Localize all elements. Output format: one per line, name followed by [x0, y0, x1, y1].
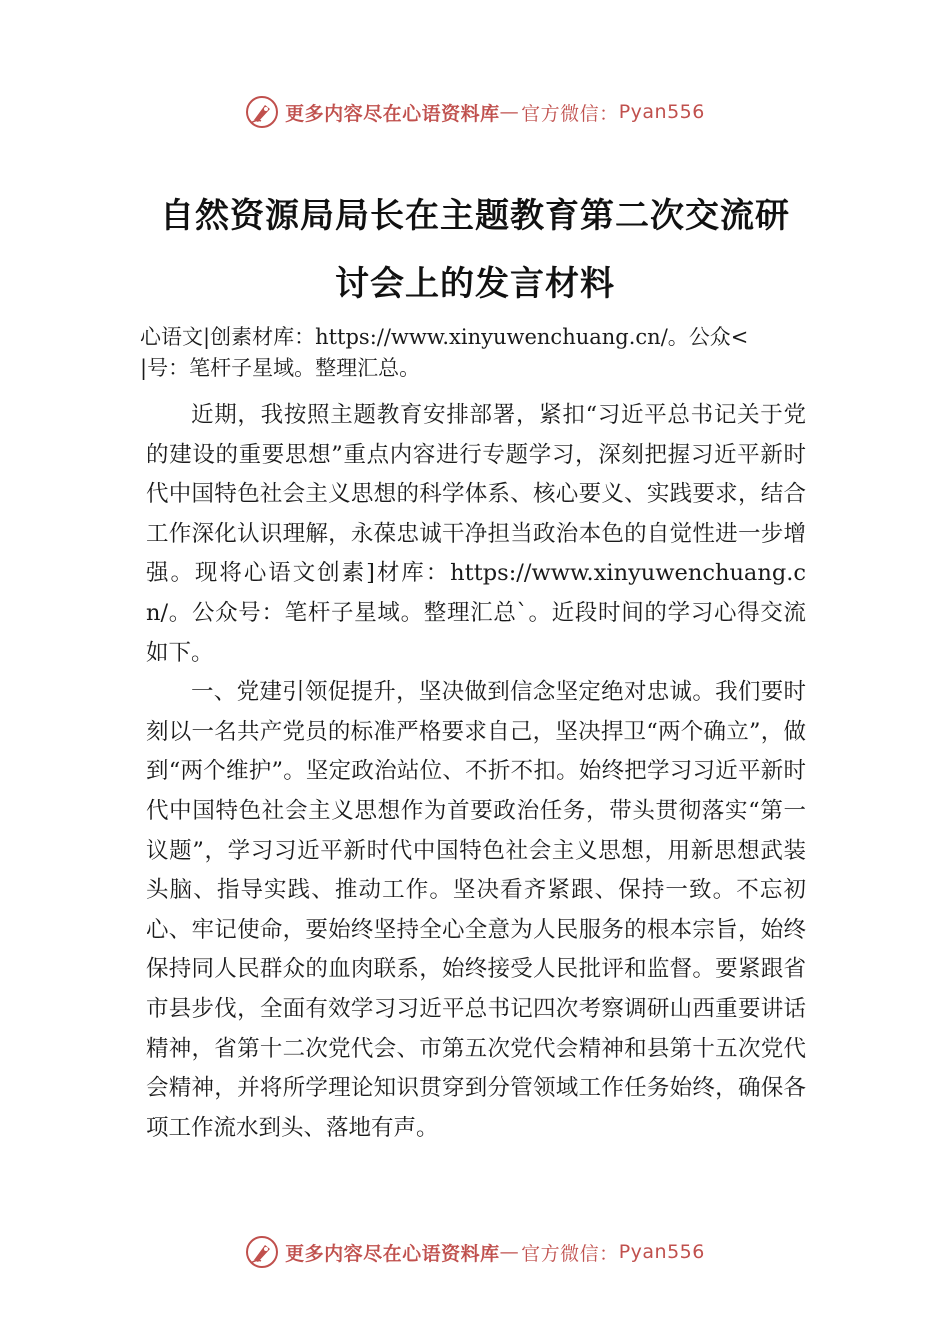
banner-wechat-label: 官方微信：	[521, 1242, 619, 1265]
banner-brand-text: 更多内容尽在心语资料库	[285, 1242, 500, 1265]
body-paragraph: 近期，我按照主题教育安排部署，紧扣“习近平总书记关于党的建设的重要思想”重点内容进行专题学习，深刻把握习近平新时代中国特色社会主义思想的科学体系、核心要义、实践要求，结合工作深化认识理解，永葆忠诚干净担当政治本色的自觉性进一步增强。现将心语文创素]材库：https://www.xinyuwenchuang.cn/。公众号：笔杆子星域。整理汇总`。近段时间的学习心得交流如下。	[146, 402, 806, 666]
banner-separator: —	[499, 1241, 520, 1263]
footer-watermark-banner	[0, 1232, 950, 1272]
banner-brand-text: 更多内容尽在心语资料库	[285, 102, 500, 125]
banner-separator: —	[499, 101, 520, 123]
source-note	[140, 322, 830, 384]
pen-nib-logo-icon	[245, 1235, 279, 1269]
pen-nib-logo-icon	[245, 95, 279, 129]
document-title-line-2: 讨会上的发言材料	[335, 264, 615, 304]
banner-wechat-id: Pyan556	[618, 1241, 705, 1263]
document-title-line-1: 自然资源局局长在主题教育第二次交流研	[160, 196, 790, 236]
banner-wechat-label: 官方微信：	[521, 102, 619, 125]
banner-wechat-id: Pyan556	[618, 101, 705, 123]
source-note-line-1: 心语文|创素材库：https://www.xinyuwenchuang.cn/。公众<	[140, 325, 749, 349]
document-body	[146, 396, 806, 1148]
body-paragraph: 一、党建引领促提升，坚决做到信念坚定绝对忠诚。我们要时刻以一名共产党员的标准严格要求自己，坚决捍卫“两个确立”，做到“两个维护”。坚定政治站位、不折不扣。始终把学习习近平新时代中国特色社会主义思想作为首要政治任务，带头贯彻落实“第一议题”，学习习近平新时代中国特色社会主义思想，用新思想武装头脑、指导实践、推动工作。坚决看齐紧跟、保持一致。不忘初心、牢记使命，要始终坚持全心全意为人民服务的根本宗旨，始终保持同人民群众的血肉联系，始终接受人民批评和监督。要紧跟省市县步伐，全面有效学习习近平总书记四次考察调研山西重要讲话精神，省第十二次党代会、市第五次党代会精神和县第十五次党代会精神，并将所学理论知识贯穿到分管领域工作任务始终，确保各项工作流水到头、落地有声。	[146, 679, 806, 1141]
header-watermark-banner	[0, 92, 950, 132]
source-note-line-2: |号：笔杆子星域。整理汇总。	[140, 356, 421, 380]
